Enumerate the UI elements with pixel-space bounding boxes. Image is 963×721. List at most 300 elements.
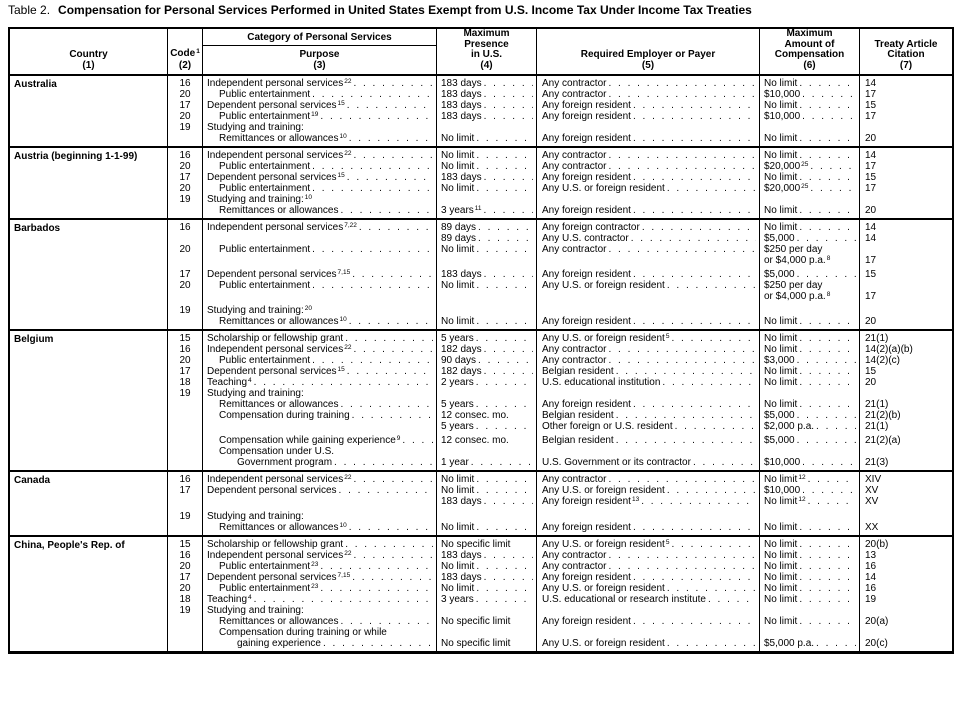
employer-cell-text: Any contractor [542, 561, 607, 572]
dot-leader [633, 316, 756, 327]
dot-leader [799, 583, 856, 594]
amount-cell-text: $2,000 p.a. [764, 421, 815, 432]
presence-cell [437, 344, 536, 355]
dot-leader [353, 150, 433, 161]
dot-leader [671, 333, 756, 344]
dot-leader [320, 583, 433, 594]
code-cell: 20 [179, 583, 191, 594]
purpose-cell-text: Compensation under U.S. [219, 446, 335, 457]
dot-leader [797, 435, 856, 446]
dot-leader [484, 78, 533, 89]
purpose-cell [203, 421, 436, 432]
employer-cell [537, 435, 759, 446]
presence-cell [437, 474, 536, 485]
citation-cell: 15 [865, 172, 877, 183]
dot-leader [799, 222, 856, 233]
presence-cell-text: 183 days [441, 100, 482, 111]
purpose-cell [203, 194, 436, 205]
amount-cell-text: No limit [764, 205, 798, 216]
amount-cell [760, 305, 859, 316]
dot-leader [476, 583, 533, 594]
presence-cell-text: No limit [441, 280, 475, 291]
employer-cell [537, 111, 759, 122]
employer-cell [537, 355, 759, 366]
treaty-column [860, 472, 952, 535]
amount-cell-text: $20,000 [764, 161, 801, 172]
citation-cell: XV [865, 496, 879, 507]
presence-cell-text: 12 consec. mo. [441, 435, 509, 446]
citation-cell [860, 244, 952, 255]
purpose-cell [203, 280, 436, 291]
dot-leader [799, 78, 856, 89]
presence-cell-text: No limit [441, 316, 475, 327]
purpose-cell [203, 377, 436, 388]
presence-cell [437, 111, 536, 122]
treaty-column [860, 331, 952, 470]
dot-leader [476, 522, 533, 533]
amount-cell [760, 291, 859, 302]
employer-cell [537, 399, 759, 410]
amount-cell [760, 539, 859, 550]
country-row-austria-beginning-1-1-99 [10, 146, 952, 218]
amount-cell [760, 522, 859, 533]
dot-leader [476, 280, 533, 291]
footnote-reference: 15 [337, 100, 345, 107]
footnote-reference: 22 [344, 344, 352, 351]
dot-leader [323, 638, 433, 649]
purpose-cell-text: Public entertainment [219, 561, 311, 572]
employer-cell-text: U.S. educational or research institute [542, 594, 706, 605]
dot-leader [484, 269, 533, 280]
citation-cell: 14 [865, 572, 877, 583]
presence-cell-text: 183 days [441, 172, 482, 183]
employer-column [537, 148, 760, 218]
header-purpose-label: Purpose [299, 49, 340, 60]
employer-cell [537, 316, 759, 327]
presence-cell [437, 561, 536, 572]
purpose-cell-text: Studying and training: [207, 388, 304, 399]
citation-cell: 17 [865, 183, 877, 194]
dot-leader [799, 133, 856, 144]
header-code-label [168, 49, 202, 61]
footnote-reference: 15 [337, 366, 345, 373]
code-cell [168, 638, 202, 649]
amount-cell [760, 161, 859, 172]
amount-cell [760, 150, 859, 161]
header-compensation [760, 29, 860, 74]
compensation-column [760, 472, 860, 535]
purpose-cell-text: Public entertainment [219, 111, 311, 122]
purpose-cell [203, 594, 436, 605]
presence-cell [437, 89, 536, 100]
dot-leader [471, 457, 533, 468]
employer-cell [537, 474, 759, 485]
amount-cell [760, 78, 859, 89]
country-column [10, 220, 168, 329]
code-cell [168, 616, 202, 627]
dot-leader [353, 344, 433, 355]
treaty-column [860, 537, 952, 651]
footnote-reference: 19 [311, 111, 319, 118]
footnote-reference: 23 [311, 561, 319, 568]
purpose-cell [203, 511, 436, 522]
citation-cell: 15 [865, 100, 877, 111]
purpose-cell-text: Independent personal services [207, 78, 344, 89]
amount-cell [760, 172, 859, 183]
presence-cell-text: No limit [441, 561, 475, 572]
code-cell: 16 [179, 78, 191, 89]
dot-leader [484, 111, 533, 122]
presence-cell-text: 5 years [441, 333, 474, 344]
amount-cell-text: $10,000 [764, 457, 801, 468]
purpose-cell [203, 222, 436, 233]
code-cell [168, 627, 202, 638]
amount-cell [760, 583, 859, 594]
employer-cell-text: U.S. educational institution [542, 377, 661, 388]
dot-leader [616, 410, 756, 421]
header-treaty-line1: Treaty Article [874, 38, 938, 50]
employer-cell-text: Any foreign resident [542, 100, 631, 111]
presence-cell [437, 78, 536, 89]
purpose-cell [203, 344, 436, 355]
header-presence-line2: Presence [464, 38, 509, 50]
amount-cell [760, 446, 859, 457]
employer-cell [537, 496, 759, 507]
presence-cell-text: 89 days [441, 222, 477, 233]
presence-cell [437, 244, 536, 255]
presence-cell [437, 280, 536, 291]
citation-cell: 17 [865, 255, 877, 266]
footnote-reference: 10 [304, 194, 312, 201]
purpose-cell-text: Studying and training: [207, 305, 304, 316]
citation-cell: 17 [865, 111, 877, 122]
header-employer-num: (5) [641, 59, 655, 71]
footnote-reference: 7,22 [344, 222, 357, 229]
dot-leader [254, 594, 433, 605]
presence-cell-text: 182 days [441, 366, 482, 377]
footnote-reference: 20 [304, 305, 312, 312]
amount-cell [760, 410, 859, 421]
purpose-cell [203, 572, 436, 583]
dot-leader [484, 496, 533, 507]
footnote-reference: 5 [665, 539, 670, 546]
dot-leader [349, 522, 433, 533]
dot-leader [476, 244, 533, 255]
dot-leader [633, 133, 756, 144]
purpose-cell-text: Dependent personal services [207, 572, 337, 583]
code-cell [168, 316, 202, 327]
dot-leader [616, 366, 756, 377]
amount-cell-text: No limit [764, 474, 798, 485]
presence-column [437, 331, 537, 470]
purpose-cell [203, 78, 436, 89]
code-cell [168, 255, 202, 266]
code-cell: 17 [179, 269, 191, 280]
citation-cell: 16 [865, 561, 877, 572]
purpose-cell-text: Compensation while gaining experience [219, 435, 396, 446]
dot-leader [484, 366, 533, 377]
employer-column [537, 537, 760, 651]
country-row-belgium [10, 329, 952, 470]
amount-cell [760, 388, 859, 399]
dot-leader [608, 89, 756, 100]
code-cell [168, 421, 202, 432]
amount-cell [760, 496, 859, 507]
country-row-canada [10, 470, 952, 535]
compensation-column [760, 76, 860, 146]
code-cell [168, 291, 202, 302]
dot-leader [476, 161, 533, 172]
employer-cell [537, 305, 759, 316]
dot-leader [797, 355, 856, 366]
presence-cell-text: 89 days [441, 233, 477, 244]
amount-cell [760, 377, 859, 388]
dot-leader [353, 78, 433, 89]
header-treaty [860, 29, 952, 74]
country-column [10, 148, 168, 218]
employer-cell [537, 511, 759, 522]
presence-cell [437, 457, 536, 468]
purpose-cell-text: Compensation during training or while [219, 627, 387, 638]
citation-cell [860, 194, 952, 205]
dot-leader [631, 233, 756, 244]
employer-cell-text: Other foreign or U.S. resident [542, 421, 673, 432]
header-purpose-sub [203, 46, 436, 74]
presence-cell-text: No limit [441, 474, 475, 485]
presence-cell [437, 638, 536, 649]
code-cell: 20 [179, 161, 191, 172]
presence-cell [437, 355, 536, 366]
dot-leader [799, 205, 856, 216]
purpose-cell [203, 522, 436, 533]
amount-cell [760, 457, 859, 468]
employer-cell-text: U.S. Government or its contractor [542, 457, 691, 468]
employer-cell-text: Any U.S. or foreign resident [542, 485, 665, 496]
purpose-cell-text: Independent personal services [207, 222, 344, 233]
employer-cell [537, 446, 759, 457]
dot-leader [478, 355, 533, 366]
presence-cell-text: No limit [441, 150, 475, 161]
employer-cell [537, 244, 759, 255]
purpose-cell [203, 474, 436, 485]
code-column [168, 220, 203, 329]
dot-leader [667, 183, 756, 194]
amount-cell [760, 572, 859, 583]
purpose-cell-text: Studying and training: [207, 511, 304, 522]
header-presence [437, 29, 537, 74]
citation-cell [860, 388, 952, 399]
employer-cell-text: Belgian resident [542, 366, 614, 377]
amount-cell [760, 269, 859, 280]
amount-cell-text: $250 per day [764, 244, 823, 255]
dot-leader [633, 205, 756, 216]
employer-cell [537, 122, 759, 133]
dot-leader [799, 594, 856, 605]
dot-leader [476, 474, 533, 485]
dot-leader [353, 474, 433, 485]
purpose-cell-text: Remittances or allowances [219, 316, 339, 327]
dot-leader [633, 616, 756, 627]
footnote-reference: 15 [337, 172, 345, 179]
employer-cell-text: Any contractor [542, 355, 607, 366]
amount-cell-text: No limit [764, 344, 798, 355]
country-column [10, 76, 168, 146]
purpose-cell [203, 89, 436, 100]
footnote-reference: 25 [801, 161, 809, 168]
presence-cell-text: No specific limit [441, 638, 511, 649]
dot-leader [799, 150, 856, 161]
presence-column [437, 220, 537, 329]
amount-cell-text: No limit [764, 616, 798, 627]
purpose-cell [203, 111, 436, 122]
employer-column [537, 220, 760, 329]
compensation-column [760, 537, 860, 651]
dot-leader [608, 150, 756, 161]
amount-cell-text: No limit [764, 539, 798, 550]
purpose-cell [203, 122, 436, 133]
citation-cell: XX [865, 522, 879, 533]
employer-cell [537, 89, 759, 100]
dot-leader [476, 133, 533, 144]
dot-leader [799, 100, 856, 111]
presence-cell [437, 399, 536, 410]
dot-leader [799, 172, 856, 183]
page-title [8, 3, 752, 17]
code-column [168, 537, 203, 651]
amount-cell [760, 485, 859, 496]
code-cell: 20 [179, 244, 191, 255]
purpose-cell-text: Independent personal services [207, 344, 344, 355]
presence-cell [437, 583, 536, 594]
dot-leader [799, 344, 856, 355]
dot-leader [799, 550, 856, 561]
purpose-cell-text: Remittances or allowances [219, 399, 339, 410]
header-treaty-line2: Citation [887, 49, 925, 60]
citation-cell [860, 627, 952, 638]
purpose-cell-text: Independent personal services [207, 474, 344, 485]
code-cell: 17 [179, 572, 191, 583]
purpose-cell [203, 496, 436, 507]
amount-cell-text: No limit [764, 377, 798, 388]
header-employer-label: Required Employer or Payer [580, 49, 716, 60]
purpose-cell [203, 172, 436, 183]
purpose-cell [203, 355, 436, 366]
citation-cell: 19 [865, 594, 877, 605]
amount-cell [760, 474, 859, 485]
employer-cell [537, 594, 759, 605]
amount-cell-text: $10,000 [764, 485, 801, 496]
purpose-column [203, 472, 437, 535]
purpose-cell-text: Remittances or allowances [219, 522, 339, 533]
amount-cell-text: $10,000 [764, 89, 801, 100]
code-cell: 15 [179, 333, 191, 344]
presence-cell [437, 605, 536, 616]
dot-leader [341, 616, 434, 627]
employer-cell-text: Belgian resident [542, 435, 614, 446]
employer-cell [537, 222, 759, 233]
dot-leader [341, 205, 434, 216]
dot-leader [341, 399, 434, 410]
footnote-reference: 8 [826, 291, 831, 298]
amount-cell-text: No limit [764, 333, 798, 344]
employer-cell [537, 78, 759, 89]
presence-cell-text: 12 consec. mo. [441, 410, 509, 421]
presence-column [437, 537, 537, 651]
dot-leader [797, 233, 856, 244]
purpose-cell [203, 291, 436, 302]
dot-leader [312, 355, 433, 366]
amount-cell [760, 561, 859, 572]
purpose-cell [203, 269, 436, 280]
purpose-cell-text: Remittances or allowances [219, 205, 339, 216]
presence-cell [437, 539, 536, 550]
dot-leader [799, 539, 856, 550]
dot-leader [352, 572, 433, 583]
employer-cell [537, 561, 759, 572]
footnote-reference: 8 [826, 255, 831, 262]
amount-cell [760, 280, 859, 291]
code-cell: 17 [179, 100, 191, 111]
employer-cell-text: Any U.S. or foreign resident [542, 333, 665, 344]
citation-cell [860, 446, 952, 457]
code-cell: 17 [179, 366, 191, 377]
dot-leader [484, 205, 533, 216]
presence-cell [437, 522, 536, 533]
presence-cell [437, 233, 536, 244]
amount-cell-text: No limit [764, 366, 798, 377]
employer-cell [537, 627, 759, 638]
purpose-cell-text: Dependent personal services [207, 485, 337, 496]
dot-leader [334, 457, 433, 468]
amount-cell [760, 111, 859, 122]
purpose-cell-text: Dependent personal services [207, 366, 337, 377]
dot-leader [799, 333, 856, 344]
citation-cell: 21(2)(a) [865, 435, 901, 446]
citation-cell: 14 [865, 222, 877, 233]
amount-cell-text: No limit [764, 222, 798, 233]
citation-cell: 21(2)(b) [865, 410, 901, 421]
header-purpose-num: (3) [313, 59, 326, 71]
amount-cell-text: $10,000 [764, 111, 801, 122]
compensation-column [760, 220, 860, 329]
purpose-cell [203, 183, 436, 194]
employer-cell-text: Any foreign resident [542, 522, 631, 533]
dot-leader [799, 316, 856, 327]
purpose-cell [203, 561, 436, 572]
presence-cell-text: 183 days [441, 89, 482, 100]
dot-leader [616, 435, 756, 446]
purpose-cell [203, 605, 436, 616]
dot-leader [359, 222, 433, 233]
code-cell: 18 [179, 594, 191, 605]
dot-leader [347, 100, 433, 111]
dot-leader [608, 550, 756, 561]
purpose-cell [203, 133, 436, 144]
dot-leader [799, 399, 856, 410]
amount-cell-text: No limit [764, 172, 798, 183]
footnote-reference: 10 [339, 133, 347, 140]
amount-cell-text: No limit [764, 133, 798, 144]
code-cell: 20 [179, 355, 191, 366]
purpose-cell [203, 446, 436, 457]
citation-cell: 20(b) [865, 539, 889, 550]
citation-cell [860, 280, 952, 291]
employer-cell-text: Any foreign contractor [542, 222, 640, 233]
dot-leader [808, 474, 856, 485]
presence-cell [437, 100, 536, 111]
code-cell [168, 399, 202, 410]
dot-leader [693, 457, 756, 468]
